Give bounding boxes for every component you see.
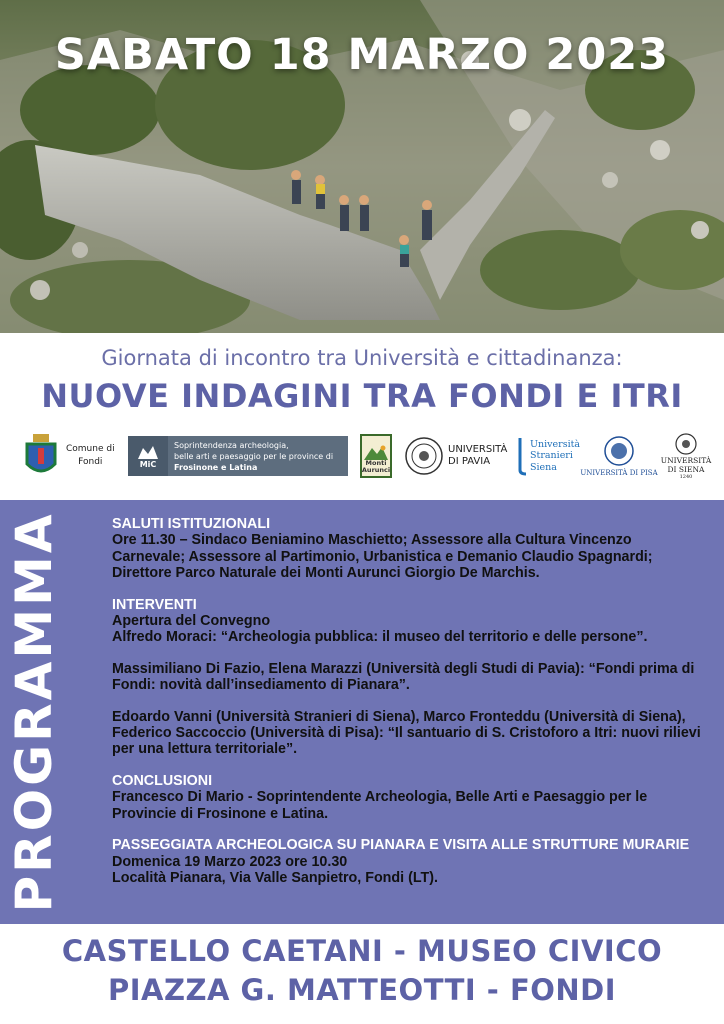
saluti-text: Ore 11.30 – Sindaco Beniamino Maschietto; Assessore alla Cultura Vincenzo Carnevale; Assessore al Partimonio, Urbanistica e Demanio Claudio Spagnardi; Direttore Parco Naturale dei Monti Aurunci Giorgio De Marchis. [112,532,653,582]
conclusioni-text: Francesco Di Mario - Soprintendente Archeologia, Belle Arti e Paesaggio per le Provincie di Frosinone e Latina. [112,789,648,822]
passeggiata-place: Località Pianara, Via Valle Sanpietro, Fondi (LT). [112,869,438,886]
logo-universita-pisa [580,428,658,484]
siena-year: 1240 [679,474,693,480]
venue [0,932,724,1010]
mic-label: MiC [139,459,157,469]
section-talk-3 [112,709,708,758]
venue-line1: CASTELLO CAETANI - MUSEO CIVICO [61,934,663,968]
parco-line1: Monti [365,459,387,467]
soprintendenza-line2: belle arti e paesaggio per le province di [174,451,334,461]
interventi-heading: INTERVENTI [112,596,197,613]
saluti-heading: SALUTI ISTITUZIONALI [112,516,271,532]
comune-label-line2: Fondi [78,457,103,467]
pavia-line2: DI PAVIA [448,456,491,467]
section-passeggiata [112,837,708,886]
section-saluti [112,516,708,582]
partner-logos [0,428,724,484]
logo-soprintendenza [128,428,348,484]
program-vertical-label: PROGRAMMA [5,511,63,913]
section-talk-2 [112,661,708,694]
conclusioni-heading: CONCLUSIONI [112,772,213,789]
venue-line2: PIAZZA G. MATTEOTTI - FONDI [107,973,617,1007]
stranieri-line1: Università [530,438,581,450]
event-title: NUOVE INDAGINI TRA FONDI E ITRI [41,377,683,415]
mic-emblem-icon [137,444,159,460]
passeggiata-heading: PASSEGGIATA ARCHEOLOGICA SU PIANARA E VISITA ALLE STRUTTURE MURARIE [112,837,690,854]
stranieri-mark-icon [516,436,528,476]
pisa-seal-icon [603,435,635,467]
logo-comune-fondi [24,428,124,484]
logo-universita-siena [658,428,714,484]
pisa-label: UNIVERSITÀ DI PISA [580,469,658,477]
soprintendenza-line3: Frosinone e Latina [174,462,258,472]
section-conclusioni [112,773,708,822]
siena-seal-icon [674,432,698,456]
logo-universita-stranieri-siena [516,428,582,484]
interventi-talk-3: Edoardo Vanni (Università Stranieri di Siena), Marco Fronteddu (Università di Siena), Federico Saccoccio (Università di Pisa): “Il santuario di S. Cristoforo a Itri: nuovi rilievi per una lettura territoriale”. [112,708,701,758]
event-date: SABATO 18 MARZO 2023 [54,30,670,80]
pavia-seal-icon [404,436,444,476]
siena-line2: DI SIENA [667,465,705,474]
comune-label-line1: Comune di [66,444,115,454]
logo-universita-pavia [404,428,508,484]
interventi-talk-2: Massimiliano Di Fazio, Elena Marazzi (Università degli Studi di Pavia): “Fondi prima di Fondi: novità dall’insediamento di Pianara”. [112,660,695,694]
coat-of-arms-icon [24,432,58,480]
soprintendenza-line1: Soprintendenza archeologia, [174,440,289,450]
passeggiata-date: Domenica 19 Marzo 2023 ore 10.30 [112,853,348,870]
stranieri-line3: Siena [530,461,557,473]
parco-line2: Aurunci [361,466,391,474]
hero-photo [0,0,724,333]
program-content [112,516,708,901]
logo-parco-monti-aurunci [360,428,392,484]
siena-line1: UNIVERSITÀ [660,456,712,465]
stranieri-line2: Stranieri [530,450,573,462]
event-subtitle: Giornata di incontro tra Università e cittadinanza: [101,346,623,370]
interventi-opening: Apertura del Convegno [112,613,271,630]
mountain-icon [364,444,388,460]
interventi-talk-1: Alfredo Moraci: “Archeologia pubblica: il museo del territorio e delle persone”. [112,629,648,646]
section-interventi [112,597,708,646]
pavia-line1: UNIVERSITÀ [448,444,508,455]
